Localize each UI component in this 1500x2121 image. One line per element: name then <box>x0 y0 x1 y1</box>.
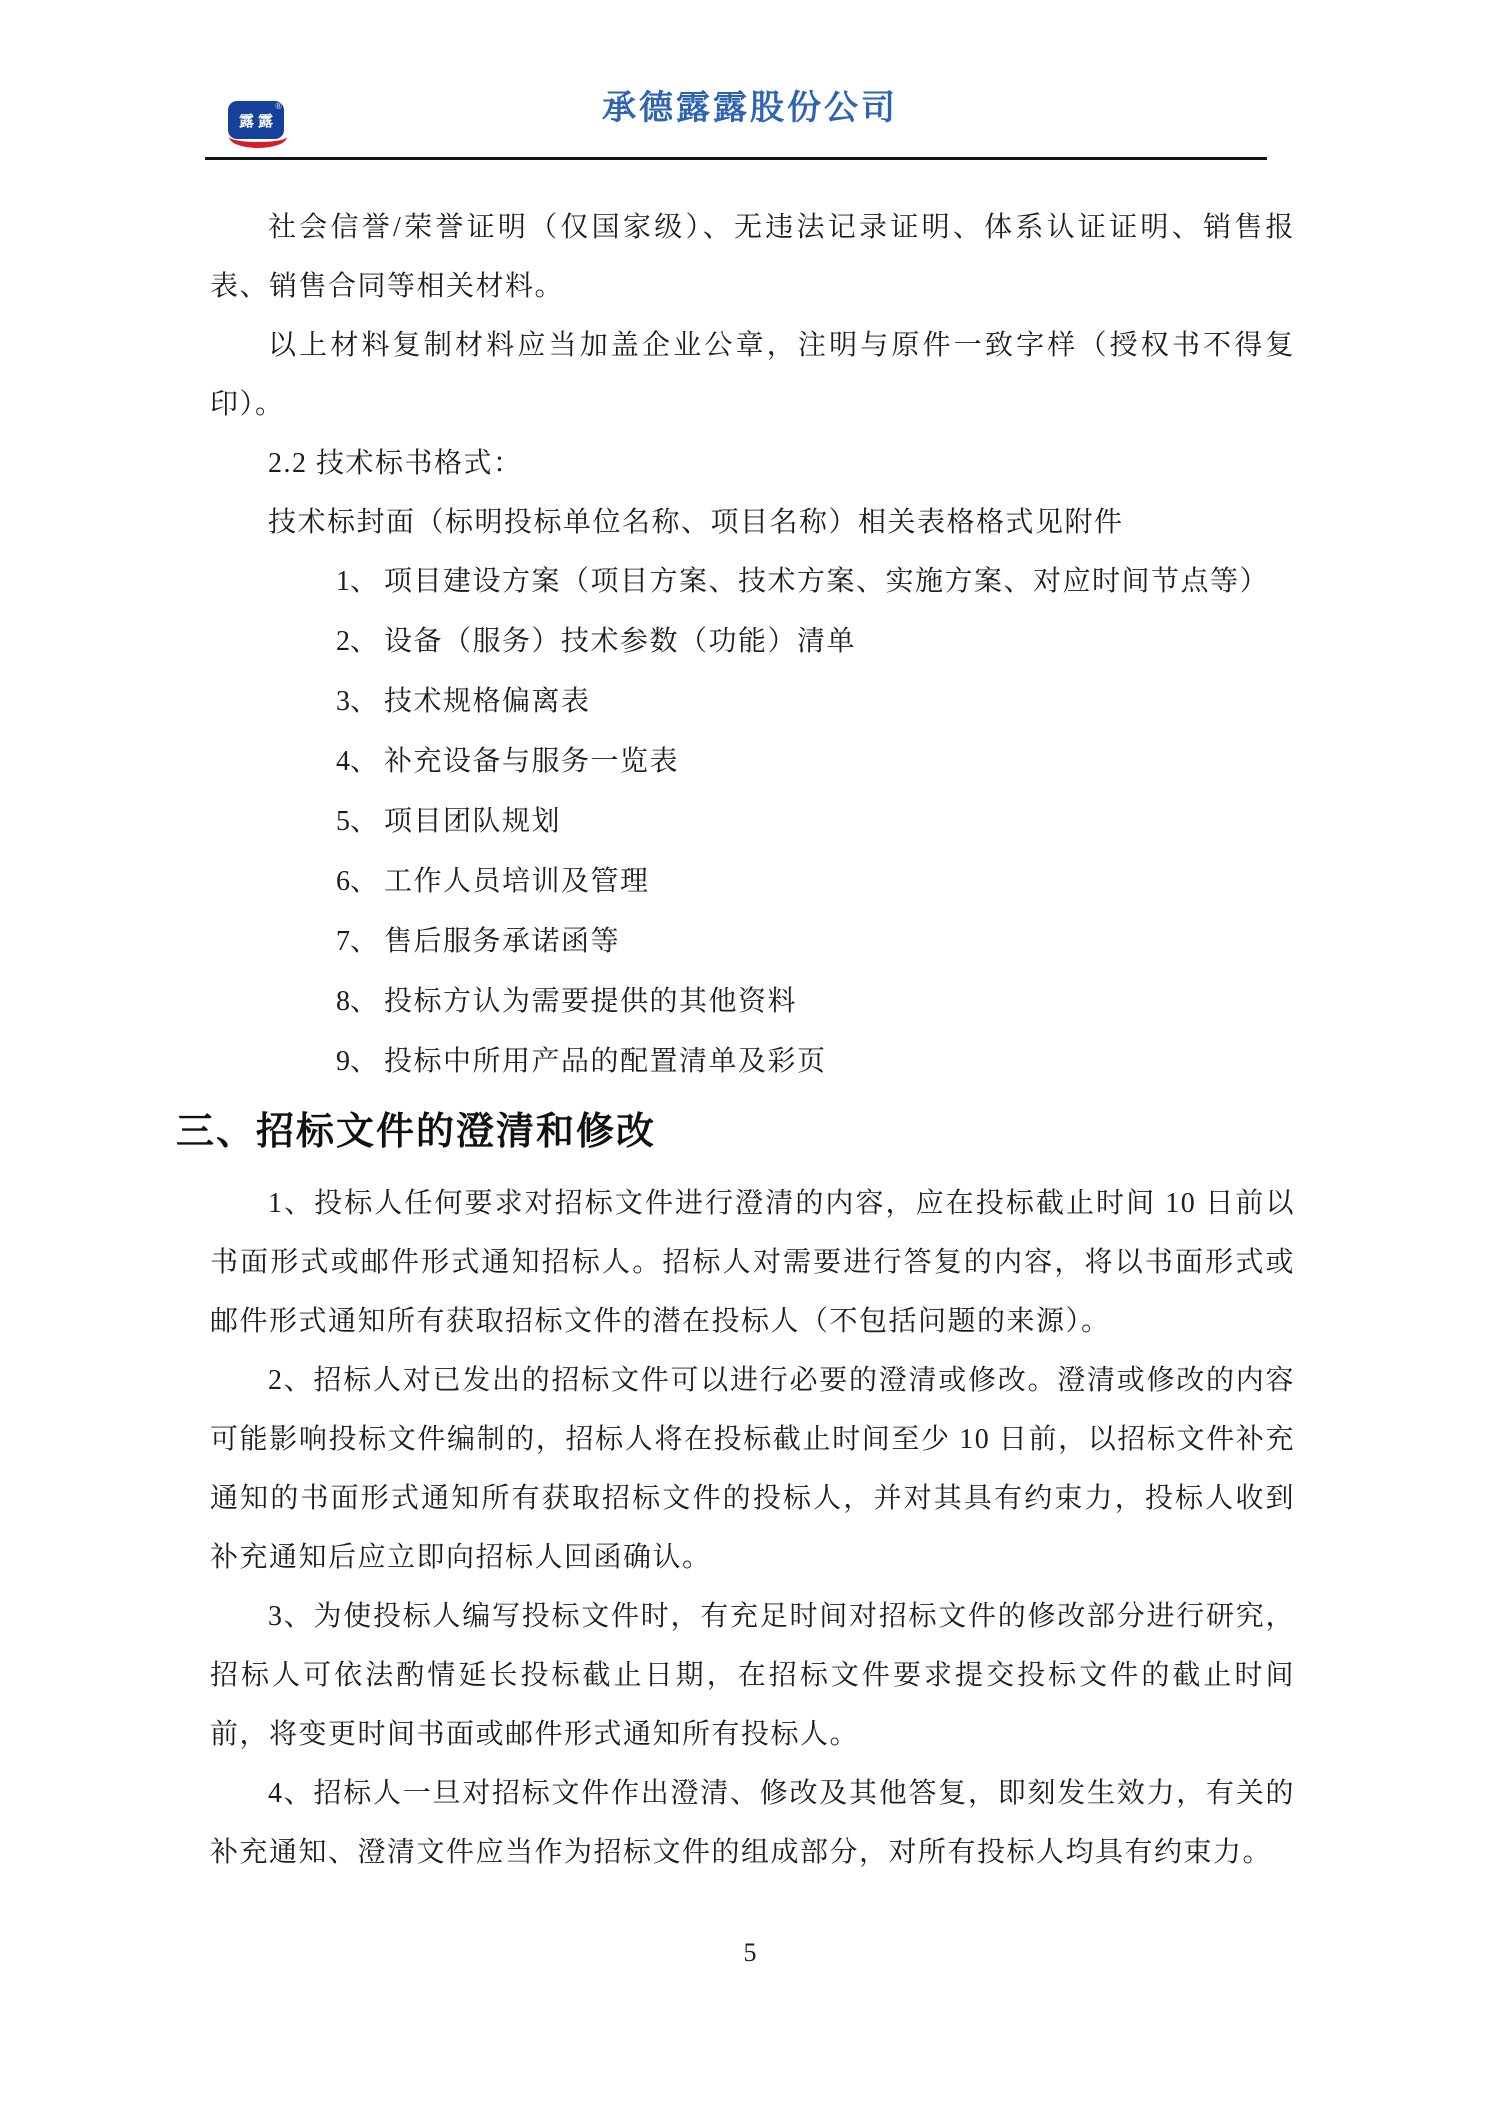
list-item-number: 3、 <box>336 686 379 717</box>
subsection-2-2-label: 2.2 技术标书格式： <box>268 448 523 479</box>
list-item-number: 1、 <box>336 566 379 597</box>
list-item-text: 设备（服务）技术参数（功能）清单 <box>384 626 857 657</box>
list-item-text: 补充设备与服务一览表 <box>384 746 680 777</box>
paragraph-copy-note: 以上材料复制材料应当加盖企业公章，注明与原件一致字样（授权书不得复印）。 <box>210 330 1295 420</box>
list-item <box>210 1032 1295 1092</box>
header-divider-line <box>205 157 1267 160</box>
list-item-text: 投标中所用产品的配置清单及彩页 <box>384 1046 827 1077</box>
list-item-text: 项目团队规划 <box>384 806 562 837</box>
section-paragraph-3: 3、为使投标人编写投标文件时，有充足时间对招标文件的修改部分进行研究，招标人可依法酌情延长投标截止日期，在招标文件要求提交投标文件的截止时间前，将变更时间书面或邮件形式通知所有投标人。 <box>210 1601 1295 1750</box>
list-item-number: 4、 <box>336 746 379 777</box>
section-3-heading: 三、招标文件的澄清和修改 <box>176 1111 657 1153</box>
list-item-text: 技术规格偏离表 <box>384 686 591 717</box>
document-body <box>176 198 1295 1882</box>
list-item-text: 项目建设方案（项目方案、技术方案、实施方案、对应时间节点等） <box>384 566 1270 597</box>
list-item <box>210 912 1295 972</box>
list-item-number: 9、 <box>336 1046 379 1077</box>
section-paragraph-4: 4、招标人一旦对招标文件作出澄清、修改及其他答复，即刻发生效力，有关的补充通知、澄清文件应当作为招标文件的组成部分，对所有投标人均具有约束力。 <box>210 1778 1295 1868</box>
list-item-number: 5、 <box>336 806 379 837</box>
list-item-number: 6、 <box>336 866 379 897</box>
list-item <box>210 972 1295 1032</box>
list-item <box>210 792 1295 852</box>
list-item-text: 工作人员培训及管理 <box>384 866 650 897</box>
section-paragraph-1: 1、投标人任何要求对招标文件进行澄清的内容，应在投标截止时间 10 日前以书面形式或邮件形式通知招标人。招标人对需要进行答复的内容，将以书面形式或邮件形式通知所有获取招标文件的潜在投标人（不包括问题的来源）。 <box>210 1188 1295 1337</box>
list-item <box>210 732 1295 792</box>
registered-trademark-icon: ® <box>275 101 282 111</box>
list-item-number: 8、 <box>336 986 379 1017</box>
list-item <box>210 672 1295 732</box>
list-item <box>210 612 1295 672</box>
company-name-title: 承德露露股份公司 <box>602 89 898 127</box>
list-item-text: 售后服务承诺函等 <box>384 926 621 957</box>
list-item <box>210 552 1295 612</box>
list-item-number: 2、 <box>336 626 379 657</box>
list-item-number: 7、 <box>336 926 379 957</box>
list-item-text: 投标方认为需要提供的其他资料 <box>384 986 798 1017</box>
technical-bid-document-list <box>210 552 1295 1092</box>
section-paragraph-2: 2、招标人对已发出的招标文件可以进行必要的澄清或修改。澄清或修改的内容可能影响投标文件编制的，招标人将在投标截止时间至少 10 日前，以招标文件补充通知的书面形式通知所有获取招标文件的投标人，并对其具有约束力，投标人收到补充通知后应立即向招标人回函确认。 <box>210 1365 1295 1573</box>
lulu-logo-text: 露露 <box>238 113 277 130</box>
page-number: 5 <box>743 1938 757 1967</box>
list-item <box>210 852 1295 912</box>
subsection-2-2-intro: 技术标封面（标明投标单位名称、项目名称）相关表格格式见附件 <box>268 507 1124 538</box>
paragraph-materials: 社会信誉/荣誉证明（仅国家级）、无违法记录证明、体系认证证明、销售报表、销售合同等相关材料。 <box>210 212 1295 302</box>
